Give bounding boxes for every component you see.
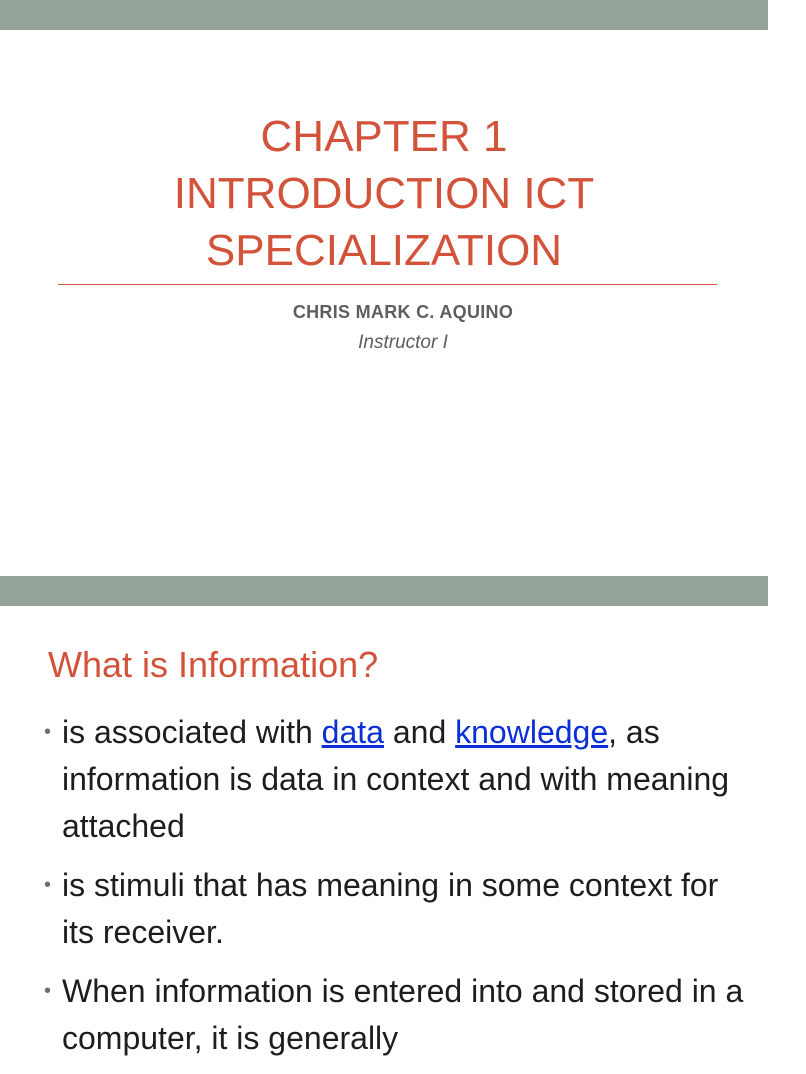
bullet-item-2 (44, 862, 744, 956)
link-knowledge[interactable]: knowledge (455, 714, 609, 750)
title-line-3: SPECIALIZATION (205, 226, 563, 275)
bullet-2-text: is stimuli that has meaning in some context for its receiver. (62, 867, 719, 950)
slide-divider-middle (0, 576, 768, 606)
slide-divider-top (0, 0, 768, 30)
slide-heading: What is Information? (48, 644, 379, 685)
title-line-1: CHAPTER 1 (260, 112, 508, 161)
bullet-dot-icon: • (44, 874, 52, 896)
bullet-3-text: When information is entered into and stored in a computer, it is generally (62, 973, 744, 1056)
bullet-1-text-b: and (383, 714, 456, 750)
bullet-dot-icon: • (44, 980, 52, 1002)
bullet-dot-icon: • (44, 721, 52, 743)
content-slide (0, 606, 768, 1056)
title-slide (0, 30, 768, 576)
bullet-item-3 (44, 968, 744, 1062)
author-name: CHRIS MARK C. AQUINO (292, 302, 514, 322)
bullet-list (44, 709, 744, 1074)
title-divider (58, 284, 717, 285)
bullet-1-text-c: , as information is data in context and with meaning attached (62, 714, 730, 844)
link-data[interactable]: data (321, 714, 384, 750)
author-role: Instructor I (358, 332, 448, 353)
bullet-item-1 (44, 709, 744, 850)
title-line-2: INTRODUCTION ICT (173, 169, 595, 218)
bullet-1-text-a: is associated with (62, 714, 322, 750)
slide-title (0, 108, 768, 279)
